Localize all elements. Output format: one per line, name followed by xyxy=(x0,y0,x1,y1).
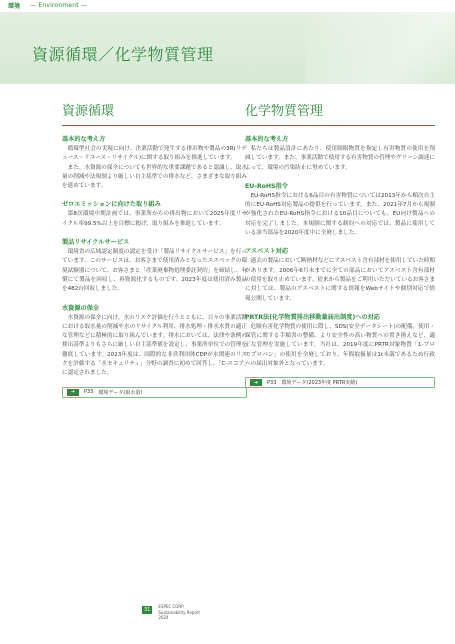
resource-circulation-column xyxy=(62,100,247,398)
banner-decoration xyxy=(305,12,455,84)
paragraph: 循環型社会の実現に向け、企業活動で発生する排出物や製品の3R(リデュース・リユース・リサイクル)に関する取り組みを推進しています。 xyxy=(62,146,247,162)
paragraph: 私たちは製品設計にあたり、使用制限物質を指定し有害物質の使用を削減しています。また、事業活動で使用する有害物質の管理やグリーン調達によって、環境の汚染防止に努めています。 xyxy=(245,146,435,171)
paragraph: 環境省の広域認定制度の認定を受け「製品リサイクルサービス」を行っています。このサービスは、お客さまで使用済みとなったエスペックの環境試験器について、お客さまと「産業廃棄物処理委託契約」を締結し、有償にて製品を回収し、再資源化するものです。2023年度は使用済み製品を482台回収しました。 xyxy=(62,249,247,293)
reference-link-prtr[interactable] xyxy=(245,377,435,388)
section-title: 基本的な考え方 xyxy=(245,136,289,143)
section-title: 基本的な考え方 xyxy=(62,136,106,143)
report-year: 2024 xyxy=(158,615,169,620)
section-title: アスベスト対応 xyxy=(245,248,289,256)
section-subcategory: — Environment — xyxy=(30,1,88,9)
paragraph: 危険有害化学物質の使用に際し、SDS(安全データシート)の配備、使用・保管に関する手順書の整備、より安全性の高い物質への置き換えなど、適正な管理を実施しています。当社は、2019年度にPRTR対象物質「1-ブロモプロパン」の使用を全廃しており、年間取扱量は1t未満であるため行政への届出対象外となっています。 xyxy=(245,323,435,368)
section-product-recycling xyxy=(62,237,247,294)
report-meta xyxy=(158,604,200,621)
section-category: 環境 xyxy=(8,2,21,10)
reference-link-water-intake[interactable] xyxy=(62,387,247,398)
reference-page: P33 xyxy=(267,379,277,386)
section-title: EU-RoHS指令 xyxy=(245,182,288,190)
page-title: 資源循環／化学物質管理 xyxy=(32,45,214,64)
reference-page: P33 xyxy=(84,389,94,396)
paragraph: 過去の製品において断熱材などにアスベスト含有部材を使用していた時期があります。2006年6月末までに全ての部品においてアスベスト含有部材の使用を取り止めています。従来から製品をご利用いただいているお客さまに対しては、製品のアスベストに関する情報をWebサイトや個別対応で情報公開しています。 xyxy=(245,258,435,302)
paragraph: また、水資源の保全についても世界的な重要課題であると認識し、取水量の削減や法規制より厳しい自主基準での排水など、さまざまな取り組みを進めています。 xyxy=(62,164,247,190)
section-asbestos xyxy=(245,246,435,303)
section-title: ゼロエミッションに向けた取り組み xyxy=(62,201,161,209)
section-header xyxy=(0,0,455,10)
section-water-conservation xyxy=(62,303,247,379)
paragraph: 水資源の保全に向け、水のリスク評価を行うとともに、日々の事業活動における取水量の削減や水のリサイクル利用、排水処理・排水水質の適正な管理などに積極的に取り組んでいます。排水においては、法律や条例の排出基準よりもさらに厳しい自主基準値を設定し、事業所単位での管理を徹底しています。2023年度は、国際的な非営利団体CDPが水関連のリスクを評価する「水セキュリティ」分野の調査に初めて回答し、「C-スコア」に認定されました。 xyxy=(62,314,247,377)
section-title: 製品リサイクルサービス xyxy=(62,239,130,247)
section-eu-rohs xyxy=(245,181,435,238)
page-footer xyxy=(142,604,200,621)
reference-label: 環境データ(取水量) xyxy=(98,389,143,396)
company-name: ESPEC CORP. xyxy=(158,604,185,609)
section-basic-approach xyxy=(62,134,247,191)
arrow-right-icon: ➜ xyxy=(67,389,79,396)
section-title: 水資源の保全 xyxy=(62,304,100,312)
paragraph: 第8次環境中期計画では、事業所からの排出物において2025年度リサイクル率99.5%以上を目標に掲げ、取り組みを推進しています。 xyxy=(62,211,247,227)
report-title: Sustainability Report xyxy=(158,609,200,615)
paragraph: EU-RoHS指令における6品目の有害物質については2013年から順次自主的にEU-RoHS対応製品の提供を行っています。また、2021年7月から規制が強化されたEU-RoHS指令における10品目についても、EU向け製品への対応を完了しました。本規制に関する制約への対応では、製品に使用している該当部品を2020年度中に全廃しました。 xyxy=(245,192,435,237)
reference-label: 環境データ(2023年度 PRTR実績) xyxy=(281,380,358,387)
page-number: 31 xyxy=(144,607,151,613)
section-title: PRTR法(化学物質排出移動量届出制度)への対応 xyxy=(245,313,381,321)
section-zero-emission xyxy=(62,199,247,229)
title-banner xyxy=(0,12,455,84)
chemical-management-column xyxy=(245,100,435,388)
section-prtr xyxy=(245,312,435,369)
section-basic-approach xyxy=(245,134,435,173)
arrow-right-icon: ➜ xyxy=(250,379,262,386)
column-heading: 資源循環 xyxy=(62,100,247,126)
column-heading: 化学物質管理 xyxy=(245,100,435,126)
